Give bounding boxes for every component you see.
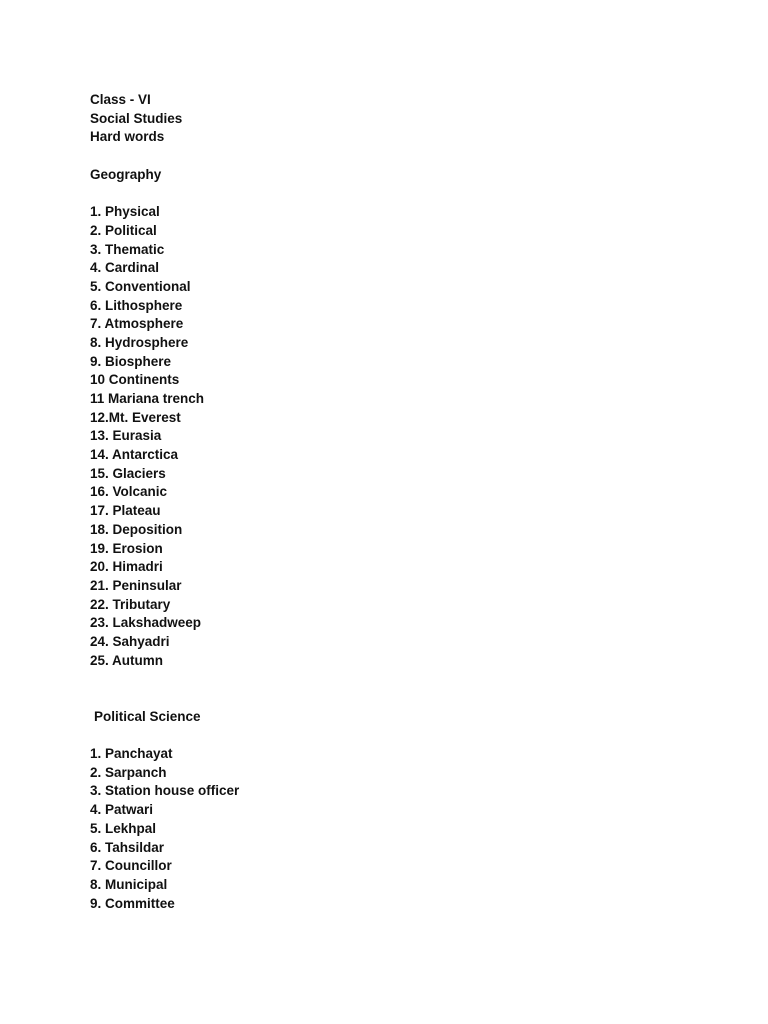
list-item: 2. Political bbox=[90, 222, 157, 238]
list-item: 9. Biosphere bbox=[90, 353, 172, 369]
list-item: 14. Antarctica bbox=[90, 447, 179, 463]
list-item: 7. Atmosphere bbox=[90, 316, 184, 332]
list-item: 23. Lakshadweep bbox=[90, 615, 202, 631]
spacer bbox=[90, 184, 730, 203]
list-item: 11 Mariana trench bbox=[90, 391, 205, 406]
list-item: 3. Station house officer bbox=[90, 783, 240, 799]
list-item: 12.Mt. Everest bbox=[90, 409, 181, 425]
list-item: 15. Glaciers bbox=[90, 465, 166, 481]
list-item: 5. Lekhpal bbox=[90, 820, 157, 836]
political-science-word-list bbox=[90, 745, 730, 913]
list-item: 13. Eurasia bbox=[90, 428, 162, 444]
topic-line: Hard words bbox=[90, 129, 165, 145]
list-item: 2. Sarpanch bbox=[90, 764, 167, 780]
list-item: 8. Hydrosphere bbox=[90, 334, 189, 350]
list-item: 4. Cardinal bbox=[90, 260, 160, 276]
list-item: 6. Lithosphere bbox=[90, 297, 183, 313]
list-item: 22. Tributary bbox=[90, 596, 171, 612]
list-item: 20. Himadri bbox=[90, 559, 163, 575]
list-item: 21. Peninsular bbox=[90, 577, 182, 593]
list-item: 1. Physical bbox=[90, 204, 160, 220]
political-science-heading: Political Science bbox=[94, 708, 201, 724]
document-page bbox=[90, 91, 730, 913]
list-item: 18. Deposition bbox=[90, 521, 183, 537]
list-item: 17. Plateau bbox=[90, 503, 161, 519]
spacer bbox=[90, 670, 730, 707]
list-item: 8. Municipal bbox=[90, 876, 168, 892]
class-line: Class - VI bbox=[90, 92, 151, 107]
list-item: 5. Conventional bbox=[90, 278, 191, 294]
spacer bbox=[90, 147, 730, 166]
list-item: 25. Autumn bbox=[90, 652, 164, 668]
list-item: 1. Panchayat bbox=[90, 746, 173, 762]
list-item: 16. Volcanic bbox=[90, 484, 168, 500]
list-item: 10 Continents bbox=[90, 372, 180, 388]
spacer bbox=[90, 726, 730, 745]
geography-heading: Geography bbox=[90, 166, 162, 182]
list-item: 7. Councillor bbox=[90, 858, 172, 874]
list-item: 6. Tahsildar bbox=[90, 839, 165, 855]
list-item: 24. Sahyadri bbox=[90, 633, 170, 649]
subject-line: Social Studies bbox=[90, 110, 183, 126]
list-item: 9. Committee bbox=[90, 895, 175, 911]
list-item: 4. Patwari bbox=[90, 802, 154, 818]
list-item: 3. Thematic bbox=[90, 241, 165, 257]
geography-word-list bbox=[90, 203, 730, 670]
list-item: 19. Erosion bbox=[90, 540, 163, 556]
